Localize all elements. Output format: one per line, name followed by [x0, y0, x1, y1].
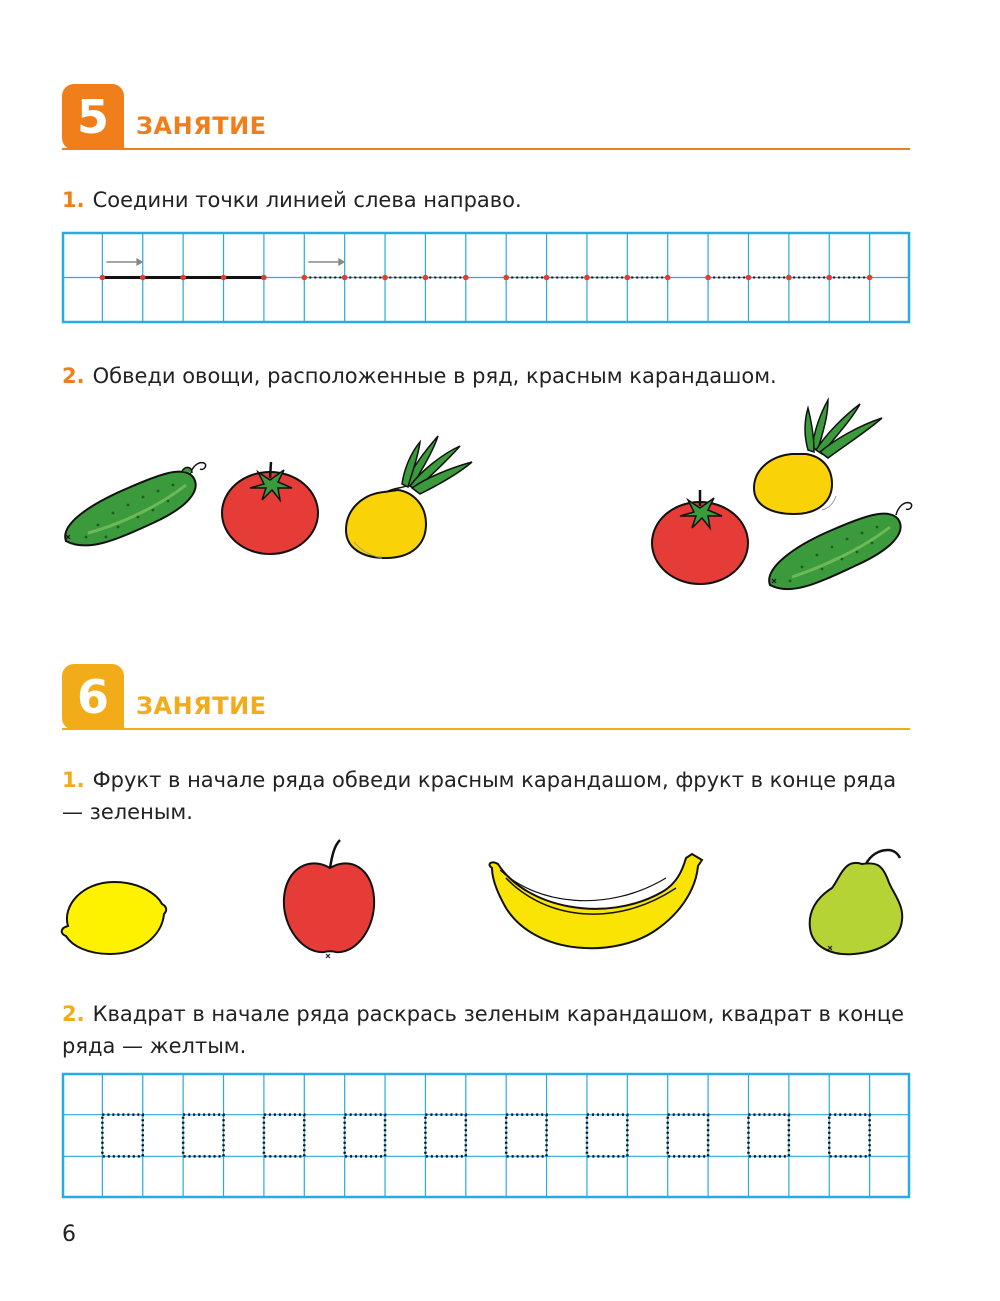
dotted-squares-grid[interactable] [62, 1073, 910, 1199]
lesson-6-task-1 [62, 764, 912, 828]
task-number: 1. [62, 188, 85, 212]
dot[interactable] [786, 275, 792, 281]
lesson-5-title: ЗАНЯТИЕ [136, 112, 267, 140]
dotted-square[interactable] [668, 1115, 708, 1157]
dot[interactable] [826, 275, 832, 281]
dot[interactable] [140, 275, 146, 281]
lesson-6-rule [62, 728, 910, 730]
dot[interactable] [342, 275, 348, 281]
dot[interactable] [423, 275, 429, 281]
dotted-square[interactable] [345, 1115, 385, 1157]
task-text: Обведи овощи, расположенные в ряд, красным карандашом. [92, 364, 777, 388]
tomato-icon[interactable] [218, 458, 324, 558]
onion-icon[interactable] [342, 432, 478, 562]
lesson-5-task-1 [62, 184, 912, 216]
dot[interactable] [544, 275, 550, 281]
connect-dots-grid[interactable] [62, 232, 910, 324]
dotted-square[interactable] [425, 1115, 465, 1157]
dotted-square[interactable] [829, 1115, 869, 1157]
pear-icon[interactable] [804, 846, 914, 958]
dotted-square[interactable] [748, 1115, 788, 1157]
dotted-square[interactable] [264, 1115, 304, 1157]
dotted-square[interactable] [102, 1115, 142, 1157]
apple-icon[interactable] [280, 838, 380, 960]
dot[interactable] [665, 275, 671, 281]
arrow-right-icon [106, 258, 143, 266]
banana-icon[interactable] [486, 848, 708, 958]
dot[interactable] [584, 275, 590, 281]
dot[interactable] [221, 275, 227, 281]
lesson-6-badge: 6 [62, 664, 124, 730]
task-text: Соедини точки линией слева направо. [92, 188, 522, 212]
lemon-icon[interactable] [58, 876, 170, 958]
lesson-6-task-2 [62, 998, 912, 1062]
dot[interactable] [100, 275, 106, 281]
task-text: Фрукт в начале ряда обведи красным карандашом, фрукт в конце ряда — зеленым. [62, 768, 897, 824]
cucumber-icon[interactable] [762, 495, 914, 599]
arrow-right-icon [308, 258, 345, 266]
task-number: 1. [62, 768, 85, 792]
dot[interactable] [705, 275, 711, 281]
lesson-5-rule [62, 148, 910, 150]
dot[interactable] [180, 275, 186, 281]
cucumber-icon[interactable] [58, 455, 208, 555]
dot[interactable] [746, 275, 752, 281]
dot[interactable] [261, 275, 267, 281]
tomato-icon[interactable] [648, 486, 752, 588]
dot[interactable] [463, 275, 469, 281]
task-text: Квадрат в начале ряда раскрась зеленым карандашом, квадрат в конце ряда — желтым. [62, 1002, 905, 1058]
dotted-square[interactable] [506, 1115, 546, 1157]
page-number: 6 [62, 1222, 76, 1247]
task-number: 2. [62, 1002, 85, 1026]
dot[interactable] [625, 275, 631, 281]
dot[interactable] [503, 275, 509, 281]
dot[interactable] [301, 275, 307, 281]
lesson-5-task-2 [62, 360, 912, 392]
dot[interactable] [382, 275, 388, 281]
dotted-square[interactable] [183, 1115, 223, 1157]
lesson-6-title: ЗАНЯТИЕ [136, 692, 267, 720]
dotted-square[interactable] [587, 1115, 627, 1157]
dot[interactable] [867, 275, 873, 281]
lesson-5-badge: 5 [62, 84, 124, 150]
task-number: 2. [62, 364, 85, 388]
